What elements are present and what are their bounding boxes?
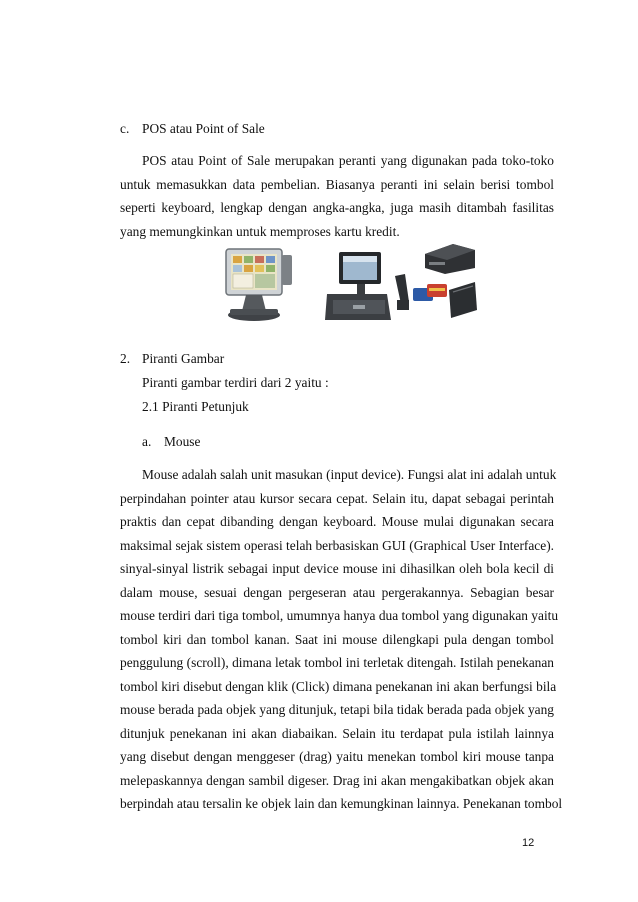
paragraph-line: sinyal-sinyal listrik sebagai input device mouse ini dihasilkan oleh bola kecil di <box>120 561 554 576</box>
paragraph-line: melepaskannya dengan sambil digeser. Drag ini akan mengakibatkan objek akan <box>120 772 554 788</box>
paragraph-line: yang memungkinkan untuk memproses kartu kredit. <box>120 223 400 239</box>
paragraph-line: mouse berada pada objek yang ditunjuk, tetapi bila tidak berada pada objek yang <box>120 702 554 717</box>
paragraph-line: ditunjuk penekanan ini akan diabaikan. Selain itu terdapat pula istilah lainnya <box>120 725 554 741</box>
section-2-intro: Piranti gambar terdiri dari 2 yaitu : <box>142 375 329 390</box>
pos-terminal-image <box>218 245 300 325</box>
paragraph-line: yang disebut dengan menggeser (drag) yaitu menekan tombol kiri mouse tanpa <box>120 749 554 764</box>
section-2-marker: 2. <box>120 351 131 366</box>
item-a-marker: a. <box>142 434 152 449</box>
paragraph-line: tombol kiri dan tombol kanan. Saat ini mouse dilengkapi pula dengan tombol <box>120 631 554 647</box>
section-c-heading: POS atau Point of Sale <box>142 121 265 136</box>
paragraph-line: Mouse adalah salah unit masukan (input device). Fungsi alat ini adalah untuk <box>142 467 557 482</box>
paragraph-line: praktis dan cepat dibanding dengan keyboard. Mouse mulai digunakan secara <box>120 514 554 529</box>
paragraph-line: perpindahan pointer atau kursor secara cepat. Selain itu, dapat sebagai perintah <box>120 490 554 506</box>
paragraph-line: untuk memasukkan data pembelian. Biasanya peranti ini selain berisi tombol <box>120 176 554 192</box>
paragraph-line: mouse terdiri dari tiga tombol, umumnya hanya dua tombol yang digunakan yaitu <box>120 608 559 623</box>
paragraph-line: tombol kiri disebut dengan klik (Click) dimana penekanan ini akan berfungsi bila <box>120 678 557 694</box>
section-c-marker: c. <box>120 121 130 136</box>
paragraph-line: seperti keyboard, lengkap dengan angka-angka, juga masih ditambah fasilitas <box>120 200 554 215</box>
sub-section-heading: 2.1 Piranti Petunjuk <box>142 399 249 414</box>
page-number: 12 <box>522 837 535 849</box>
paragraph-line: dalam mouse, sesuai dengan pergeseran atau pergerakannya. Sebagian besar <box>120 584 554 600</box>
paragraph-line: POS atau Point of Sale merupakan peranti yang digunakan pada toko-toko <box>142 153 554 168</box>
paragraph-line: berpindah atau tersalin ke objek lain dan kemungkinan lainnya. Penekanan tombol <box>120 796 563 811</box>
pos-system-set-image <box>325 240 491 325</box>
item-a-heading: Mouse <box>164 434 201 449</box>
paragraph-line: maksimal sejak sistem operasi telah berbasiskan GUI (Graphical User Interface). <box>120 537 554 553</box>
mouse-paragraph <box>120 463 563 816</box>
pos-paragraph <box>120 149 554 243</box>
paragraph-line: penggulung (scroll), dimana letak tombol ini terletak ditengah. Istilah penekanan <box>120 655 554 670</box>
section-2-heading: Piranti Gambar <box>142 351 225 366</box>
